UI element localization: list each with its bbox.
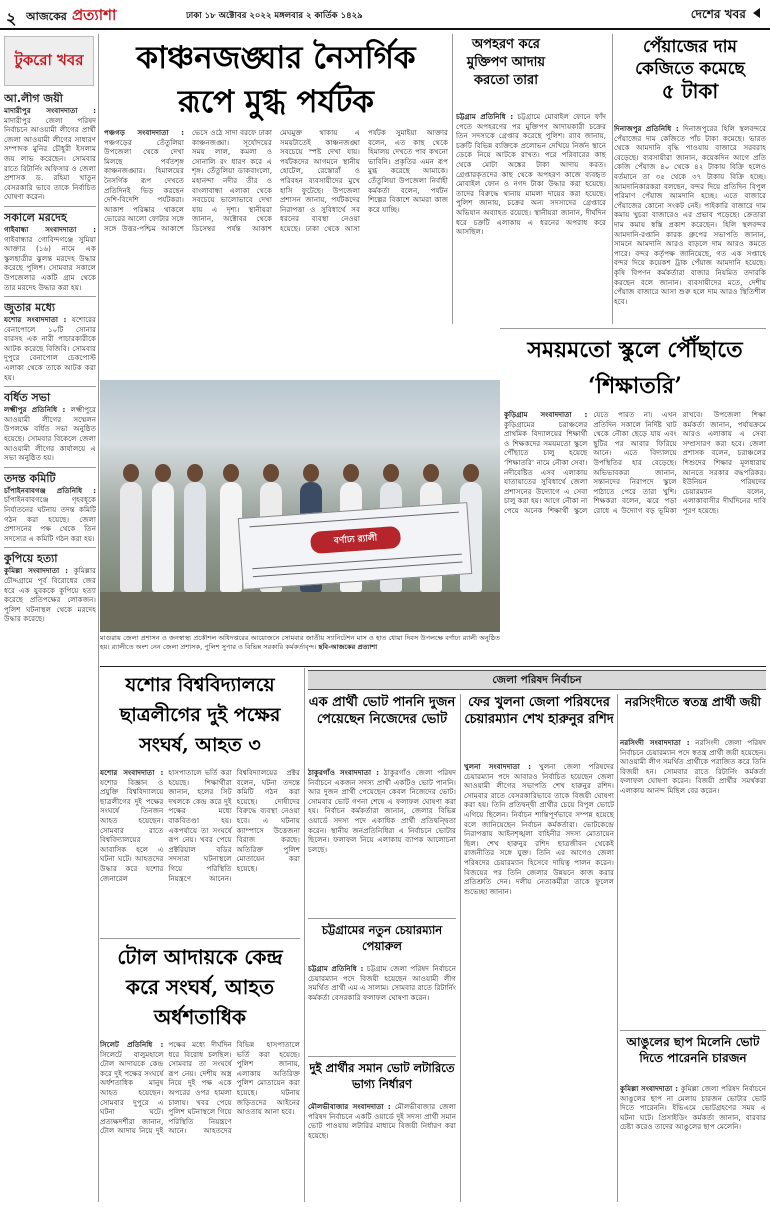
toll-body: সিলেট প্রতিনিধি : সিলেটে বালুমহালে টোল আদায়কে কেন্দ্র করে দুই পক্ষের সংঘর্ষে অর্ধশতাধিক মানুষ আহত হয়েছেন। সোমবার দুপুরে এ ঘটনা ঘটে। প্রত্যক্ষদর্শীরা জানান, টোল আদায় নিয়ে দুই পক্ষের মধ্যে দীর্ঘদিন ধরে বিরোধ চলছিল। সোমবার তা সংঘর্ষে রূপ নেয়। দেশীয় অস্ত্র নিয়ে দুই পক্ষ একে অপরের ওপর হামলা চালায়। খবর পেয়ে পুলিশ ঘটনাস্থলে গিয়ে পরিস্থিতি নিয়ন্ত্রণে আনে। আহতদের বিভিন্ন হাসপাতালে ভর্তি করা হয়েছে। পুলিশ জানায়, এলাকায় অতিরিক্ত পুলিশ মোতায়েন করা হয়েছে। ঘটনায় জড়িতদের আইনের আওতায় আনা হবে। — [100, 1040, 300, 1136]
column-rule — [98, 34, 99, 1202]
tukro-body-4: লক্ষ্মীপুর প্রতিনিধি : লক্ষ্মীপুরে আওয়ামী লীগের সম্মেলন উপলক্ষে বর্ধিত সভা অনুষ্ঠিত হয়েছে। সোমবার বিকেলে জেলা আওয়ামী লীগের কার্যালয়ে এ সভা অনুষ্ঠিত হয়। — [4, 405, 96, 463]
onion-body: দিনাজপুর প্রতিনিধি : দিনাজপুরের হিলি স্থলবন্দরে পেঁয়াজের দাম কেজিতে পাঁচ টাকা কমেছে। ভারত থেকে আমদানি বৃদ্ধি পাওয়ায় বাজারে সরবরাহ বেড়েছে। ব্যবসায়ীরা জানান, কয়েকদিন আগে প্রতি কেজি পেঁয়াজ ৪০ থেকে ৪২ টাকায় বিক্রি হলেও বর্তমানে তা ৩৫ থেকে ৩৭ টাকায় বিক্রি হচ্ছে। আমদানিকারকরা বলছেন, বন্দর দিয়ে প্রতিদিন বিপুল পরিমাণ পেঁয়াজ আমদানি হচ্ছে। এতে বাজারে পেঁয়াজের কোনো সংকট নেই। পাইকারি বাজারে দাম কমায় খুচরা বাজারেও এর প্রভাব পড়েছে। ক্রেতারা দাম কমায় স্বস্তি প্রকাশ করেছেন। হিলি স্থলবন্দর আমদানি-রপ্তানি কারক গ্রুপের সভাপতি জানান, সামনে আমদানি আরও বাড়লে দাম আরও কমতে পারে। বন্দর কর্তৃপক্ষ জানিয়েছে, গত এক সপ্তাহে বন্দর দিয়ে কয়েকশ ট্রাক পেঁয়াজ আমদানি হয়েছে। কৃষি বিপণন কর্মকর্তারা বাজার নিয়মিত তদারকি করছেন বলে জানান। ব্যবসায়ীদের মতে, দেশীয় পেঁয়াজ বাজারে আসা শুরু হলে দাম আরও স্থিতিশীল হবে। — [614, 124, 766, 306]
jessore-body: যশোর সংবাদদাতা : যশোর বিজ্ঞান ও প্রযুক্তি বিশ্ববিদ্যালয়ে ছাত্রলীগের দুই পক্ষের সংঘর্ষে তিনজন আহত হয়েছেন। সোমবার রাতে বিশ্ববিদ্যালয়ের আবাসিক হলে এ ঘটনা ঘটে। আহতদের উদ্ধার করে যশোর জেনারেল হাসপাতালে ভর্তি করা হয়েছে। শিক্ষার্থীরা জানান, হলের সিট দখলকে কেন্দ্র করে দুই পক্ষের মধ্যে বাকবিতণ্ডা হয়। একপর্যায়ে তা সংঘর্ষে রূপ নেয়। খবর পেয়ে প্রক্টরিয়াল বডির সদস্যরা ঘটনাস্থলে গিয়ে পরিস্থিতি নিয়ন্ত্রণে আনেন। বিশ্ববিদ্যালয়ের প্রক্টর বলেন, ঘটনা তদন্তে কমিটি গঠন করা হয়েছে। দোষীদের বিরুদ্ধে ব্যবস্থা নেওয়া হবে। এ ঘটনায় ক্যাম্পাসে উত্তেজনা বিরাজ করছে। অতিরিক্ত পুলিশ মোতায়েন করা হয়েছে। — [100, 768, 300, 883]
paper-logo — [26, 4, 176, 26]
onion-headline: পেঁয়াজের দাম কেজিতে কমেছে ৫ টাকা — [635, 37, 745, 103]
paper-prefix: আজকের — [26, 10, 67, 23]
dateline: ঢাকা ১৮ অক্টোবর ২০২২ মঙ্গলবার ২ কার্তিক ১৪২৯ — [186, 11, 363, 21]
tukro-head-5: তদন্ত কমিটি — [4, 471, 56, 485]
ctg-body: চট্টগ্রাম প্রতিনিধি : চট্টগ্রাম জেলা পরিষদ নির্বাচনে চেয়ারম্যান পদে বিজয়ী হয়েছেন আওয়ামী লীগ সমর্থিত প্রার্থী এম এ সালাম। সোমবার রাতে রিটার্নিং কর্মকর্তা বেসরকারি ফলাফল ঘোষণা করেন। — [308, 964, 456, 1002]
tukro-label-box — [4, 36, 94, 86]
section-rule — [620, 1030, 766, 1031]
ransom-headline: অপহরণ করে মুক্তিপণ আদায় করতো তারা — [466, 37, 546, 88]
school-body: কুড়িগ্রাম সংবাদদাতা : কুড়িগ্রামের চরাঞ্চলের প্রাথমিক বিদ্যালয়ের শিক্ষার্থী ও শিক্ষকদের সময়মতো স্কুলে পৌঁছাতে চালু হয়েছে ‘শিক্ষাতরি’ নামে নৌকা সেবা। নদীবেষ্টিত এসব এলাকায় যাতায়াতের সুবিধার্থে জেলা প্রশাসনের উদ্যোগে এ সেবা চালু করা হয়। আগে নৌকা না পেয়ে অনেক শিক্ষার্থী স্কুলে যেতে পারত না। এখন প্রতিদিন সকালে নির্দিষ্ট ঘাট থেকে নৌকা ছেড়ে যায় এবং ছুটির পর আবার ফিরিয়ে আনে। এতে বিদ্যালয়ে উপস্থিতির হার বেড়েছে। অভিভাবকরা জানান, সন্তানদের নিরাপদে স্কুলে পাঠাতে পেরে তারা খুশি। শিক্ষকরা বলেন, ঝরে পড়া রোধে এ উদ্যোগ বড় ভূমিকা রাখবে। উপজেলা শিক্ষা কর্মকর্তা জানান, পর্যায়ক্রমে আরও এলাকায় এ সেবা সম্প্রসারণ করা হবে। জেলা প্রশাসক বলেন, চরাঞ্চলের শিশুদের শিক্ষার মূলধারায় আনতে সরকার বদ্ধপরিকর। ইউনিয়ন পরিষদের চেয়ারম্যান বলেন, এলাকাবাসীর দীর্ঘদিনের দাবি পূরণ হয়েছে। — [504, 410, 766, 515]
tukro-body-2: গাইবান্ধা সংবাদদাতা : গাইবান্ধার গোবিন্দগঞ্জে সুমিয়া আক্তার (১৬) নামে এক স্কুলছাত্রীর ঝুলন্ত মরদেহ উদ্ধার করেছে পুলিশ। সোমবার সকালে উপজেলার একটি গ্রাম থেকে তার মরদেহ উদ্ধার করা হয়। — [4, 224, 96, 292]
tukro-body-5: চাঁপাইনবাবগঞ্জ প্রতিনিধি : চাঁপাইনবাবগঞ্জে গৃহবধূকে নির্যাতনের ঘটনায় তদন্ত কমিটি গঠন করা হয়েছে। জেলা প্রশাসনের পক্ষ থেকে তিন সদস্যের এ কমিটি গঠন করা হয়। — [4, 485, 96, 543]
finger-body: কুমিল্লা সংবাদদাতা : কুমিল্লা জেলা পরিষদ নির্বাচনে আঙুলের ছাপ না মেলায় চারজন ভোটার ভোট দিতে পারেননি। ইভিএমে ভোটগ্রহণের সময় এ ঘটনা ঘটে। প্রিসাইডিং কর্মকর্তা জানান, বারবার চেষ্টা করেও তাদের আঙুলের ছাপ মেলেনি। — [620, 1084, 766, 1132]
lead-body: পঞ্চগড় সংবাদদাতা : পঞ্চগড়ের তেঁতুলিয়া উপজেলা থেকে দেখা মিলছে পর্বতশৃঙ্গ কাঞ্চনজঙ্ঘার। হিমালয়ের নৈসর্গিক রূপ দেখতে প্রতিদিনই ভিড় করছেন দেশি-বিদেশি পর্যটকরা। আকাশ পরিষ্কার থাকলে ভোরের আলো ফোটার সঙ্গে সঙ্গে উত্তর-পশ্চিম আকাশে ভেসে ওঠে সাদা বরফে ঢাকা কাঞ্চনজঙ্ঘা। সূর্যোদয়ের সময় লাল, কমলা ও সোনালি রং ধারণ করে এ শৃঙ্গ। তেঁতুলিয়া ডাকবাংলো, মহানন্দা নদীর তীর ও বাংলাবান্ধা এলাকা থেকে সবচেয়ে ভালোভাবে দেখা যায় এ দৃশ্য। স্থানীয়রা জানান, অক্টোবর থেকে ডিসেম্বর পর্যন্ত আকাশ মেঘমুক্ত থাকায় এ সময়টাতেই কাঞ্চনজঙ্ঘা সবচেয়ে স্পষ্ট দেখা যায়। পর্যটকদের আগমনে স্থানীয় হোটেল, রেস্তোরাঁ ও পরিবহন ব্যবসায়ীদের মুখে হাসি ফুটেছে। উপজেলা প্রশাসন জানায়, পর্যটকদের নিরাপত্তা ও সুবিধার্থে সব ধরনের ব্যবস্থা নেওয়া হয়েছে। ঢাকা থেকে আসা পর্যটক সুমাইয়া আক্তার বলেন, এত কাছ থেকে হিমালয় দেখতে পাব কখনো ভাবিনি। প্রকৃতির এমন রূপ মুগ্ধ করেছে আমাকে। তেঁতুলিয়া উপজেলা নির্বাহী কর্মকর্তা বলেন, পর্যটন শিল্পের বিকাশে আমরা কাজ করে যাচ্ছি। — [104, 128, 448, 233]
narsingdi-body: নরসিংদী সংবাদদাতা : নরসিংদী জেলা পরিষদ নির্বাচনে চেয়ারম্যান পদে স্বতন্ত্র প্রার্থী জয়ী হয়েছেন। আওয়ামী লীগ সমর্থিত প্রার্থীকে পরাজিত করে তিনি বিজয়ী হন। সোমবার রাতে রিটার্নিং কর্মকর্তা ফলাফল ঘোষণা করেন। বিজয়ী প্রার্থীর সমর্থকরা এলাকায় আনন্দ মিছিল বের করেন। — [620, 738, 766, 795]
no-vote-headline: এক প্রার্থী ভোট পাননি দুজন পেয়েছেন নিজেদের ভোট — [308, 695, 456, 727]
lottery-body: মৌলভীবাজার সংবাদদাতা : মৌলভীবাজার জেলা পরিষদ নির্বাচনে একটি ওয়ার্ডে দুই সদস্য প্রার্থী সমান ভোট পাওয়ায় লটারির মাধ্যমে বিজয়ী নির্ধারণ করা হয়েছে। — [308, 1102, 456, 1140]
page-number: ২ — [6, 9, 17, 26]
lottery-headline: দুই প্রার্থীর সমান ভোট লটারিতে ভাগ্য নির্ধারণ — [309, 1061, 455, 1091]
tukro-column — [4, 92, 96, 1192]
column-rule — [460, 694, 461, 1202]
tukro-head-4: বর্ধিত সভা — [4, 391, 51, 405]
section-rule — [100, 666, 766, 667]
no-vote-body: ঠাকুরগাঁও সংবাদদাতা : ঠাকুরগাঁও জেলা পরিষদ নির্বাচনে একজন সদস্য প্রার্থী একটিও ভোট পাননি। আর দুজন প্রার্থী পেয়েছেন কেবল নিজেদের ভোট। সোমবার ভোট গণনা শেষে এ ফলাফল ঘোষণা করা হয়। নির্বাচন কর্মকর্তারা জানান, জেলার বিভিন্ন ওয়ার্ডে সদস্য পদে একাধিক প্রার্থী প্রতিদ্বন্দ্বিতা করেন। স্থানীয় জনপ্রতিনিধিরা এ নির্বাচনে ভোটার ছিলেন। ফলাফল নিয়ে এলাকায় ব্যাপক আলোচনা চলছে। — [308, 768, 456, 854]
column-rule — [612, 34, 613, 324]
tukro-head-2: সকালে মরদেহ — [4, 210, 67, 224]
tukro-head-3: জুতার মধ্যে — [4, 301, 56, 315]
section-label: দেশের খবর — [690, 7, 746, 21]
photo-rally — [100, 380, 500, 632]
divider — [4, 206, 96, 207]
toll-headline: টোল আদায়কে কেন্দ্র করে সংঘর্ষ, আহত অর্ধশতাধিক — [117, 945, 283, 1029]
ransom-body: চট্টগ্রাম প্রতিনিধি : চট্টগ্রামে মোবাইল ফোনে ফাঁদ পেতে অপহরণের পর মুক্তিপণ আদায়কারী চক্রের তিন সদস্যকে গ্রেপ্তার করেছে পুলিশ। র‍্যাব জানায়, চক্রটি বিভিন্ন ব্যক্তিকে প্রলোভন দেখিয়ে নির্জন স্থানে ডেকে নিয়ে আটকে রাখত। পরে পরিবারের কাছ থেকে মোটা অঙ্কের টাকা আদায় করত। গ্রেপ্তারকৃতদের কাছ থেকে অপহরণ কাজে ব্যবহৃত মোবাইল ফোন ও নগদ টাকা উদ্ধার করা হয়েছে। তাদের বিরুদ্ধে থানায় মামলা দায়ের করা হয়েছে। পুলিশ জানায়, চক্রের অন্য সদস্যদের গ্রেপ্তারে অভিযান অব্যাহত রয়েছে। স্থানীয়রা জানান, দীর্ঘদিন ধরে চক্রটি এলাকায় এ ধরনের অপরাধ করে আসছিল। — [456, 112, 606, 237]
tukro-label: টুকরো খবর — [14, 51, 84, 69]
section-rule — [100, 938, 300, 939]
column-rule — [452, 34, 453, 324]
lead-headline: কাঞ্চনজঙ্ঘার নৈসর্গিক রূপে মুগ্ধ পর্যটক — [136, 40, 416, 120]
jessore-headline: যশোর বিশ্ববিদ্যালয়ে ছাত্রলীগের দুই পক্ষের সংঘর্ষ, আহত ৩ — [119, 674, 281, 756]
tukro-body-3: যশোর সংবাদদাতা : যশোরের বেনাপোলে ১০টি সোনার বারসহ এক নারী পাচারকারীকে আটক করেছে বিজিবি। সোমবার দুপুরে বেনাপোল চেকপোস্ট এলাকা থেকে তাকে আটক করা হয়। — [4, 315, 96, 382]
ctg-headline: চট্টগ্রামের নতুন চেয়ারম্যান পেয়ারুল — [321, 923, 443, 953]
photo-caption: মাগুরায় জেলা প্রশাসন ও জনস্বাস্থ্য প্রকৌশল অধিদপ্তরের আয়োজনে সোমবার জাতীয় স্যানিটেশন মাস ও হাত ধোয়া দিবস উপলক্ষে বর্ণাঢ্য র‍্যালী অনুষ্ঠিত হয়। র‍্যালীতে অংশ নেন জেলা প্রশাসক, পুলিশ সুপার ও বিভিন্ন সরকারি কর্মকর্তাবৃন্দ। ছবি-আজকের প্রত্যাশা — [100, 634, 500, 651]
school-headline: সময়মতো স্কুলে পৌঁছাতে ‘শিক্ষাতরি’ — [527, 337, 743, 399]
council-band — [308, 670, 766, 690]
khulna-body: খুলনা সংবাদদাতা : খুলনা জেলা পরিষদের চেয়ারম্যান পদে আবারও নির্বাচিত হয়েছেন জেলা আওয়ামী লীগের সভাপতি শেখ হারুনুর রশিদ। সোমবার রাতে বেসরকারিভাবে তাকে বিজয়ী ঘোষণা করা হয়। তিনি প্রতিদ্বন্দ্বী প্রার্থীর চেয়ে বিপুল ভোটে এগিয়ে ছিলেন। নির্বাচন শান্তিপূর্ণভাবে সম্পন্ন হয়েছে বলে জানিয়েছেন নির্বাচন কর্মকর্তারা। ভোটকেন্দ্রে নিরাপত্তায় আইনশৃঙ্খলা বাহিনীর সদস্য মোতায়েন ছিল। শেখ হারুনুর রশিদ ছাত্রজীবন থেকেই রাজনীতির সঙ্গে যুক্ত। তিনি এর আগেও জেলা পরিষদের চেয়ারম্যান হিসেবে দায়িত্ব পালন করেন। বিজয়ের পর তিনি জেলার উন্নয়নে কাজ করার প্রতিশ্রুতি দেন। দলীয় নেতাকর্মীরা তাকে ফুলেল শুভেচ্ছা জানান। — [464, 762, 614, 896]
section-rule — [308, 1056, 456, 1057]
finger-headline: আঙুলের ছাপ মিলেনি ভোট দিতে পারেননি চারজন — [626, 1035, 760, 1065]
paper-name: প্রত্যাশা — [71, 6, 117, 24]
banner-title: বর্ণাঢ্য র‍্যালী — [310, 526, 401, 554]
column-rule — [304, 668, 305, 1202]
section-rule — [308, 918, 456, 919]
column-rule — [617, 694, 618, 1202]
tukro-head-1: আ.লীগ জয়ী — [4, 92, 63, 105]
arrow-left-icon — [753, 8, 760, 18]
section-title — [640, 6, 760, 24]
divider — [4, 547, 96, 548]
divider — [4, 386, 96, 387]
masthead — [0, 0, 770, 30]
section-rule — [500, 328, 766, 329]
divider — [4, 296, 96, 297]
road — [100, 592, 500, 632]
council-band-title: জেলা পরিষদ নির্বাচন — [492, 674, 582, 686]
tukro-body-6: কুমিল্লা সংবাদদাতা : কুমিল্লার চৌদ্দগ্রামে পূর্ব বিরোধের জের ধরে এক যুবককে কুপিয়ে হত্যা করেছে প্রতিপক্ষের লোকজন। পুলিশ ঘটনাস্থল থেকে মরদেহ উদ্ধার করেছে। — [4, 566, 96, 624]
khulna-headline: ফের খুলনা জেলা পরিষদের চেয়ারম্যান শেখ হারুনুর রশিদ — [464, 695, 614, 727]
narsingdi-headline: নরসিংদীতে স্বতন্ত্র প্রার্থী জয়ী — [625, 695, 761, 709]
tukro-head-6: কুপিয়ে হত্যা — [4, 552, 58, 566]
divider — [4, 467, 96, 468]
tukro-body-1: মাদারীপুর সংবাদদাতা : মাদারীপুর জেলা পরিষদ নির্বাচনে আওয়ামী লীগের প্রার্থী জেলা আওয়ামী লীগের সাধারণ সম্পাদক মুনির চৌধুরী ইসলাম জয় লাভ করেছেন। সোমবার রাতে রিটার্নিং অফিসার ও জেলা প্রশাসক ড. রহিমা খাতুন বেসরকারি ভাবে তাকে নির্বাচিত ঘোষণা করেন। — [4, 106, 96, 202]
